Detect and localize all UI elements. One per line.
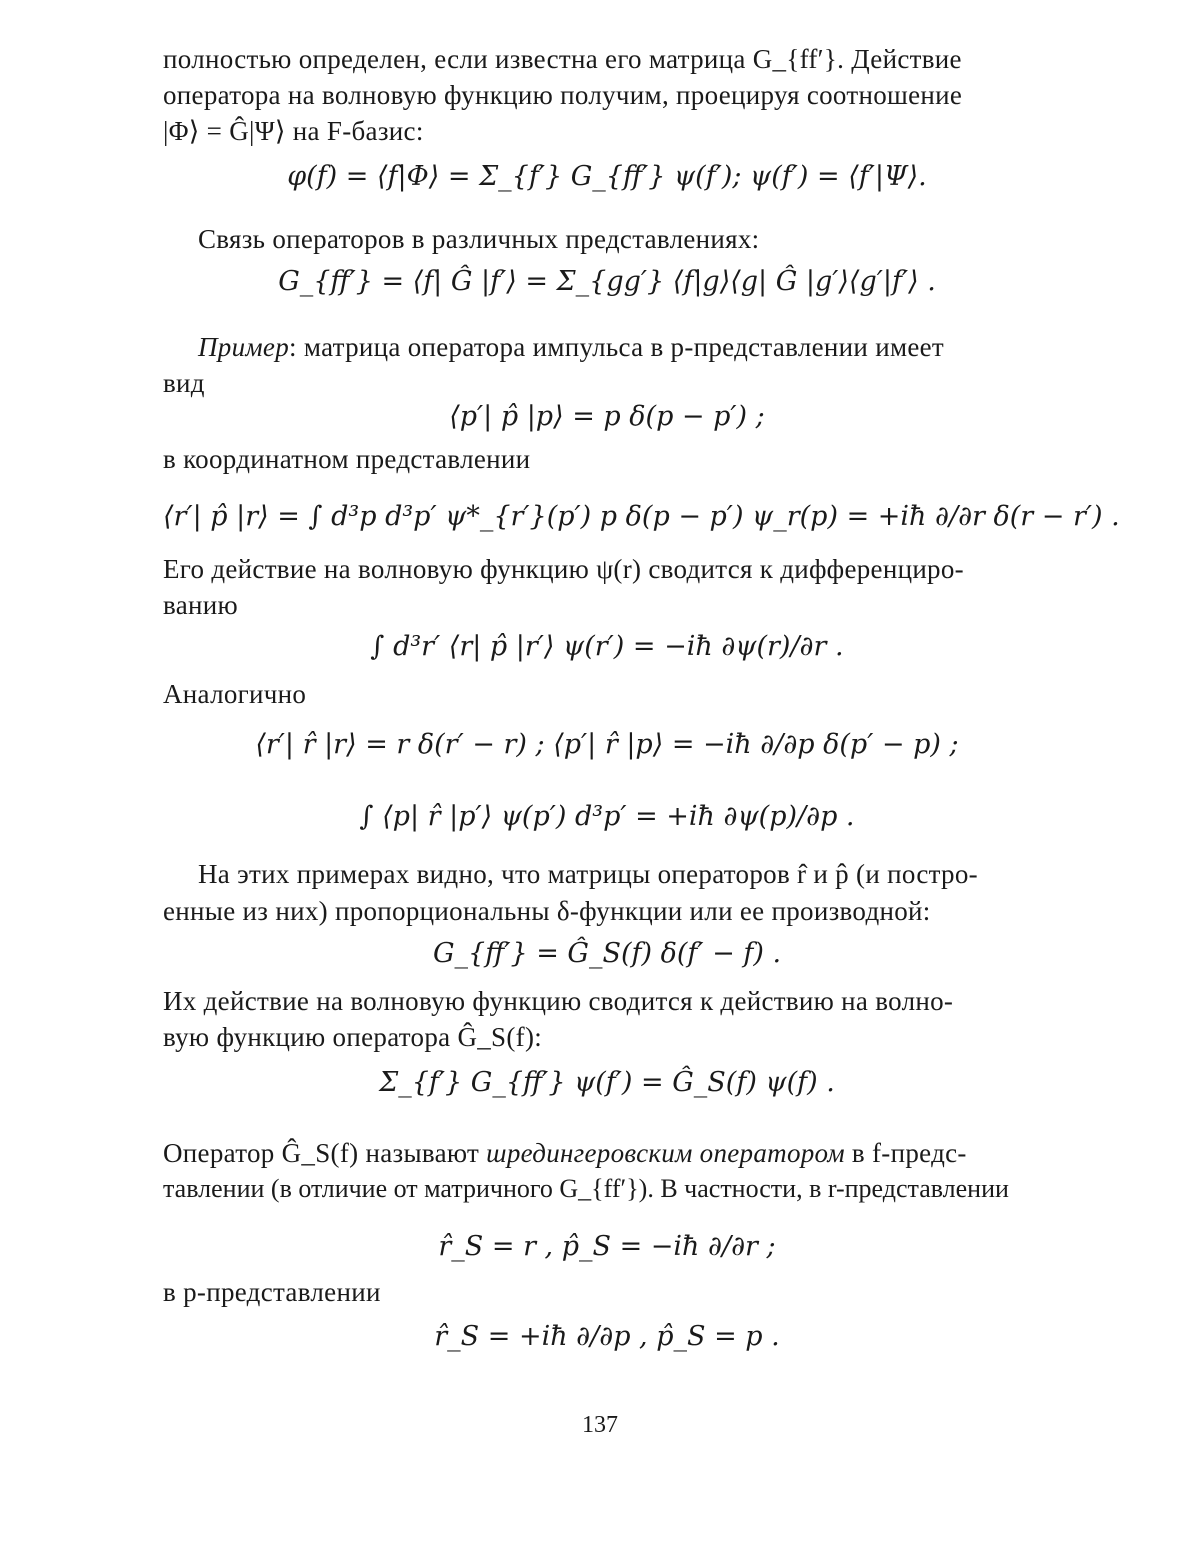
text-line: полностью определен, если известна его матрица G_{ff′}. Действие <box>163 44 962 74</box>
equation: G_{ff′} = Ĝ_S(f) δ(f′ − f) . <box>432 938 782 969</box>
equation: G_{ff′} = ⟨f| Ĝ |f′⟩ = Σ_{gg′} ⟨f|g⟩⟨g| Ĝ |g′⟩⟨g′|f′⟩ . <box>278 266 936 297</box>
page-number: 137 <box>582 1412 618 1438</box>
text-line <box>198 330 944 364</box>
text-line: ванию <box>163 590 238 620</box>
equation: ∫ d³r′ ⟨r| p̂ |r′⟩ ψ(r′) = −iħ ∂ψ(r)/∂r . <box>370 631 844 662</box>
text-line: вид <box>163 368 205 398</box>
text-span: : матрица оператора импульса в p-представлении имеет <box>289 332 944 362</box>
equation: Σ_{f′} G_{ff′} ψ(f′) = Ĝ_S(f) ψ(f) . <box>379 1067 835 1098</box>
text-span: Оператор Ĝ_S(f) называют <box>163 1138 487 1168</box>
text-line: в p-представлении <box>163 1277 381 1307</box>
text-line: Его действие на волновую функцию ψ(r) сводится к дифференциро- <box>163 554 964 584</box>
equation: ⟨p′| p̂ |p⟩ = p δ(p − p′) ; <box>449 401 765 432</box>
equation: r̂_S = +iħ ∂/∂p , p̂_S = p . <box>434 1321 780 1352</box>
equation: ∫ ⟨p| r̂ |p′⟩ ψ(p′) d³p′ = +iħ ∂ψ(p)/∂p . <box>359 801 855 832</box>
example-label: Пример <box>198 332 290 362</box>
emphasis-term: шредингеровским оператором <box>486 1138 845 1168</box>
text-line: Аналогично <box>163 679 307 709</box>
text-line: На этих примерах видно, что матрицы операторов r̂ и p̂ (и постро- <box>198 859 978 889</box>
text-line: оператора на волновую функцию получим, проецируя соотношение <box>163 80 963 110</box>
text-line: тавлении (в отличие от матричного G_{ff′}). В частности, в r-представлении <box>163 1174 1009 1203</box>
text-line <box>163 1136 967 1170</box>
equation: ⟨r′| p̂ |r⟩ = ∫ d³p d³p′ ψ*_{r′}(p′) p δ(p − p′) ψ_r(p) = +iħ ∂/∂r δ(r − r′) . <box>163 501 1120 532</box>
text-line: Связь операторов в различных представлениях: <box>198 224 760 254</box>
text-span: в f-предс- <box>844 1138 967 1168</box>
text-line: |Φ⟩ = Ĝ|Ψ⟩ на F-базис: <box>163 116 424 146</box>
text-line: в координатном представлении <box>163 444 531 474</box>
text-line: Их действие на волновую функцию сводится к действию на волно- <box>163 986 954 1016</box>
text-line: енные из них) пропорциональны δ-функции или ее производной: <box>163 896 931 926</box>
text-line: вую функцию оператора Ĝ_S(f): <box>163 1022 543 1052</box>
equation: ⟨r′| r̂ |r⟩ = r δ(r′ − r) ; ⟨p′| r̂ |p⟩ = −iħ ∂/∂p δ(p′ − p) ; <box>255 729 959 760</box>
equation: r̂_S = r , p̂_S = −iħ ∂/∂r ; <box>438 1231 776 1262</box>
equation: φ(f) = ⟨f|Φ⟩ = Σ_{f′} G_{ff′} ψ(f′); ψ(f′) = ⟨f′|Ψ⟩. <box>287 161 927 192</box>
